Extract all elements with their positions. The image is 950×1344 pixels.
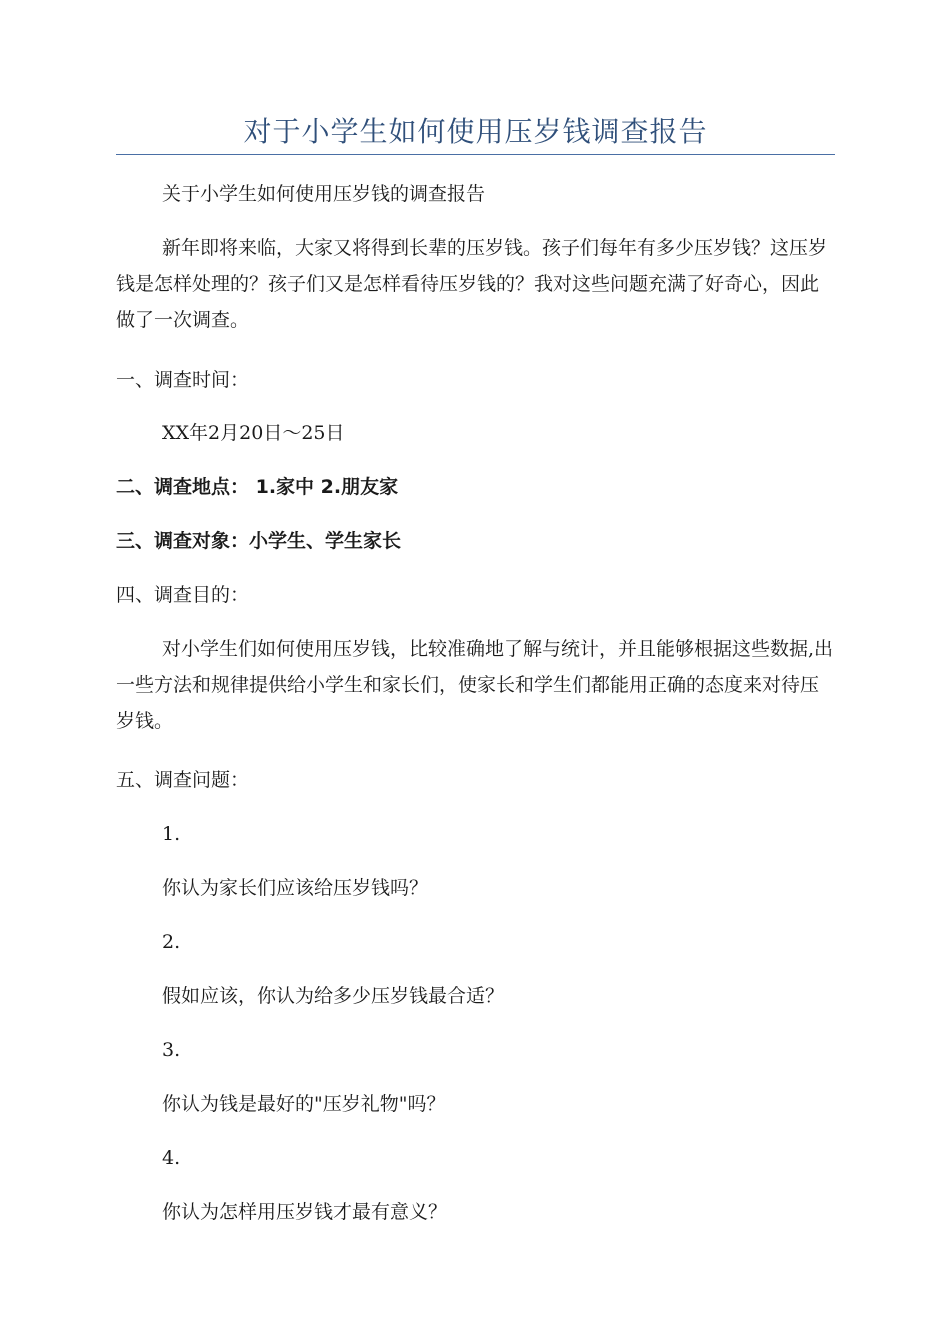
question-text: 你认为怎样用压岁钱才最有意义？ xyxy=(162,1201,448,1223)
intro-paragraph: 新年即将来临，大家又将得到长辈的压岁钱。孩子们每年有多少压岁钱？这压岁钱是怎样处理的？孩子们又是怎样看待压岁钱的？我对这些问题充满了好奇心，因此做了一次调查。 xyxy=(116,237,828,331)
question-number: 2. xyxy=(162,931,181,953)
document-title: 对于小学生如何使用压岁钱调查报告 xyxy=(243,115,708,148)
title-underline xyxy=(116,154,835,155)
survey-time-heading: 一、调查时间： xyxy=(116,369,250,391)
survey-purpose-heading: 四、调查目的： xyxy=(116,584,250,606)
survey-place: 二、调查地点： 1.家中 2.朋友家 xyxy=(116,476,399,498)
report-subtitle: 关于小学生如何使用压岁钱的调查报告 xyxy=(162,183,486,205)
question-number: 3. xyxy=(162,1039,181,1061)
question-number: 4. xyxy=(162,1147,181,1169)
survey-time-value: XX年2月20日～25日 xyxy=(162,422,345,444)
question-number: 1. xyxy=(162,823,181,845)
question-text: 你认为家长们应该给压岁钱吗？ xyxy=(162,877,429,899)
survey-subjects: 三、调查对象：小学生、学生家长 xyxy=(116,530,402,552)
question-text: 假如应该，你认为给多少压岁钱最合适？ xyxy=(162,985,505,1007)
question-text: 你认为钱是最好的"压岁礼物"吗？ xyxy=(162,1093,446,1115)
survey-questions-heading: 五、调查问题： xyxy=(116,769,250,791)
survey-purpose-text: 对小学生们如何使用压岁钱，比较准确地了解与统计，并且能够根据这些数据,出一些方法和规律提供给小学生和家长们，使家长和学生们都能用正确的态度来对待压岁钱。 xyxy=(116,638,834,732)
